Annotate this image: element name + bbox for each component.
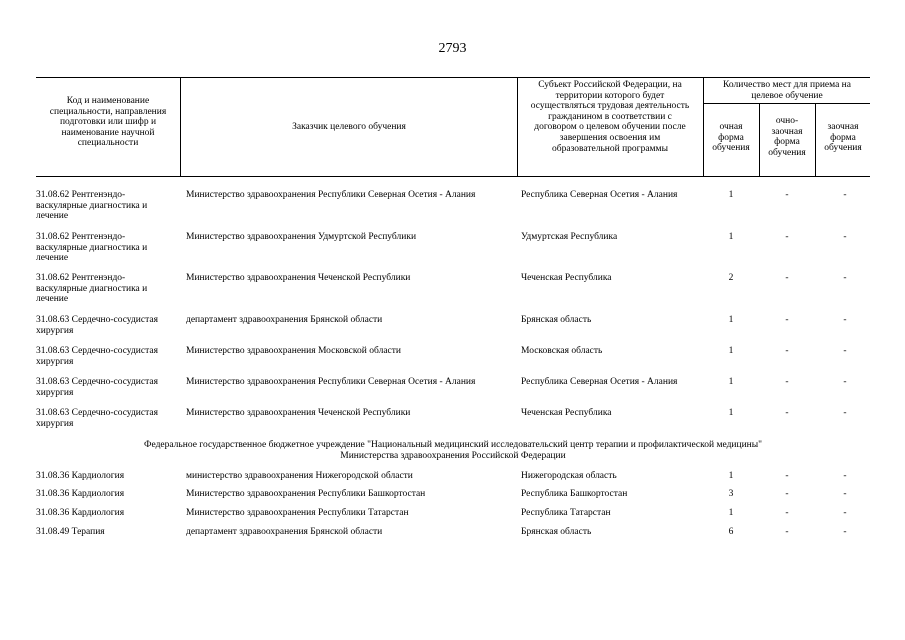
row-subject: Республика Северная Осетия - Алания [521, 190, 678, 200]
row-customer: Министерство здравоохранения Республики Северная Осетия - Алания [186, 377, 476, 387]
row-part: - [785, 346, 789, 356]
header-extramural: заочная форма обучения [824, 122, 862, 154]
row-subject: Брянская область [521, 315, 592, 325]
header-part-time: очно-заочная форма обучения [768, 116, 806, 158]
row-part: - [785, 190, 789, 200]
row-code: 31.08.63 Сердечно-сосудистая хирургия [36, 408, 158, 429]
row-extra: - [843, 508, 847, 518]
col-divider-3 [703, 77, 704, 176]
row-subject: Удмуртская Республика [521, 232, 618, 242]
row-part: - [785, 489, 789, 499]
row-customer: Министерство здравоохранения Республики Башкортостан [186, 489, 426, 499]
row-full: 1 [728, 190, 734, 200]
row-extra: - [843, 232, 847, 242]
col-divider-1 [180, 77, 181, 176]
row-extra: - [843, 489, 847, 499]
row-full: 1 [728, 346, 734, 356]
row-code: 31.08.62 Рентгенэндо-васкулярные диагностика и лечение [36, 232, 148, 264]
row-customer: Министерство здравоохранения Республики Татарстан [186, 508, 409, 518]
row-part: - [785, 508, 789, 518]
row-full: 1 [728, 377, 734, 387]
ministry-heading: Министерства здравоохранения Российской Федерации [340, 451, 566, 461]
header-top-rule [36, 77, 870, 78]
row-subject: Чеченская Республика [521, 408, 612, 418]
row-code: 31.08.49 Терапия [36, 527, 105, 537]
row-customer: министерство здравоохранения Нижегородской области [186, 471, 413, 481]
row-code: 31.08.63 Сердечно-сосудистая хирургия [36, 377, 158, 398]
row-customer: Министерство здравоохранения Чеченской Республики [186, 408, 411, 418]
row-subject: Республика Башкортостан [521, 489, 628, 499]
row-code: 31.08.62 Рентгенэндо-васкулярные диагностика и лечение [36, 273, 148, 305]
row-subject: Республика Татарстан [521, 508, 611, 518]
row-full: 1 [728, 471, 734, 481]
row-customer: Министерство здравоохранения Московской области [186, 346, 401, 356]
col-divider-2 [517, 77, 518, 176]
row-full: 2 [728, 273, 734, 283]
row-code: 31.08.36 Кардиология [36, 489, 125, 499]
row-full: 1 [728, 315, 734, 325]
row-code: 31.08.62 Рентгенэндо-васкулярные диагностика и лечение [36, 190, 148, 222]
header-code: Код и наименование специальности, направления подготовки или шифр и наименование научной специальности [49, 96, 167, 149]
row-subject: Брянская область [521, 527, 592, 537]
header-bottom-rule [36, 176, 870, 177]
row-full: 6 [728, 527, 734, 537]
row-extra: - [843, 346, 847, 356]
row-code: 31.08.63 Сердечно-сосудистая хирургия [36, 346, 158, 367]
row-part: - [785, 232, 789, 242]
row-extra: - [843, 527, 847, 537]
institution-heading: Федеральное государственное бюджетное учреждение "Национальный медицинский исследовательский центр терапии и профилактической медицины" [143, 440, 763, 450]
row-subject: Нижегородская область [521, 471, 617, 481]
row-subject: Московская область [521, 346, 603, 356]
page-number: 2793 [438, 41, 467, 56]
row-part: - [785, 377, 789, 387]
row-part: - [785, 273, 789, 283]
places-subheader-rule [703, 103, 870, 104]
col-divider-4 [759, 103, 760, 176]
row-subject: Чеченская Республика [521, 273, 612, 283]
row-part: - [785, 471, 789, 481]
row-part: - [785, 408, 789, 418]
row-full: 1 [728, 508, 734, 518]
header-customer: Заказчик целевого обучения [292, 122, 406, 132]
row-extra: - [843, 377, 847, 387]
row-full: 1 [728, 408, 734, 418]
row-extra: - [843, 471, 847, 481]
row-code: 31.08.36 Кардиология [36, 508, 125, 518]
col-divider-5 [815, 103, 816, 176]
header-subject: Субъект Российской Федерации, на территории которого будет осуществляться трудовая деятельность гражданином в соответствии с договором о целевом обучении после завершения освоения им образовательной программы [530, 80, 690, 154]
row-full: 3 [728, 489, 734, 499]
row-customer: Министерство здравоохранения Чеченской Республики [186, 273, 411, 283]
row-extra: - [843, 315, 847, 325]
row-part: - [785, 527, 789, 537]
row-full: 1 [728, 232, 734, 242]
row-customer: департамент здравоохранения Брянской области [186, 527, 383, 537]
row-subject: Республика Северная Осетия - Алания [521, 377, 678, 387]
header-full-time: очная форма обучения [712, 122, 750, 154]
row-customer: Министерство здравоохранения Республики Северная Осетия - Алания [186, 190, 476, 200]
row-extra: - [843, 190, 847, 200]
row-customer: департамент здравоохранения Брянской области [186, 315, 383, 325]
row-part: - [785, 315, 789, 325]
row-customer: Министерство здравоохранения Удмуртской Республики [186, 232, 417, 242]
header-places: Количество мест для приема на целевое обучение [723, 80, 851, 101]
row-extra: - [843, 408, 847, 418]
row-code: 31.08.63 Сердечно-сосудистая хирургия [36, 315, 158, 336]
row-code: 31.08.36 Кардиология [36, 471, 125, 481]
row-extra: - [843, 273, 847, 283]
